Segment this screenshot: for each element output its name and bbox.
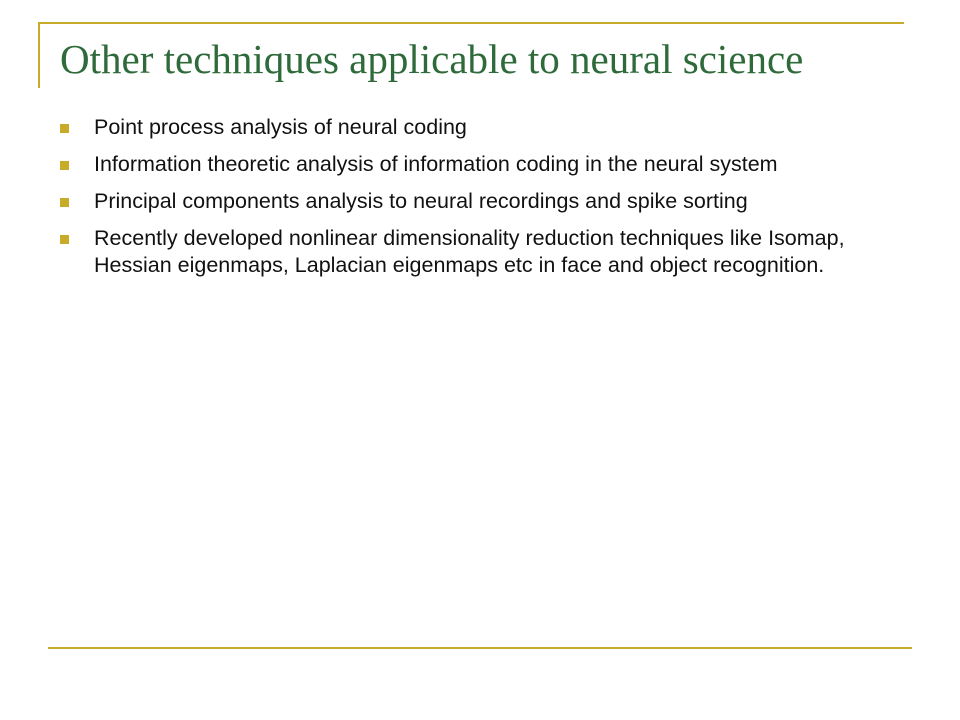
bullet-list — [60, 114, 890, 289]
bullet-item — [60, 188, 890, 215]
bottom-border-line — [48, 647, 912, 649]
bullet-item — [60, 114, 890, 141]
square-bullet-icon — [60, 235, 69, 244]
slide-title: Other techniques applicable to neural science — [60, 36, 804, 82]
bullet-item — [60, 225, 890, 279]
bullet-text: Principal components analysis to neural recordings and spike sorting — [94, 189, 748, 213]
top-border-line — [38, 22, 904, 24]
square-bullet-icon — [60, 161, 69, 170]
left-border-line — [38, 22, 40, 88]
bullet-item — [60, 151, 890, 178]
bullet-text: Recently developed nonlinear dimensionality reduction techniques like Isomap, Hessian eigenmaps, Laplacian eigenmaps etc in face and object recognition. — [94, 226, 845, 277]
bullet-text: Information theoretic analysis of information coding in the neural system — [94, 152, 778, 176]
square-bullet-icon — [60, 124, 69, 133]
bullet-text: Point process analysis of neural coding — [94, 115, 467, 139]
square-bullet-icon — [60, 198, 69, 207]
